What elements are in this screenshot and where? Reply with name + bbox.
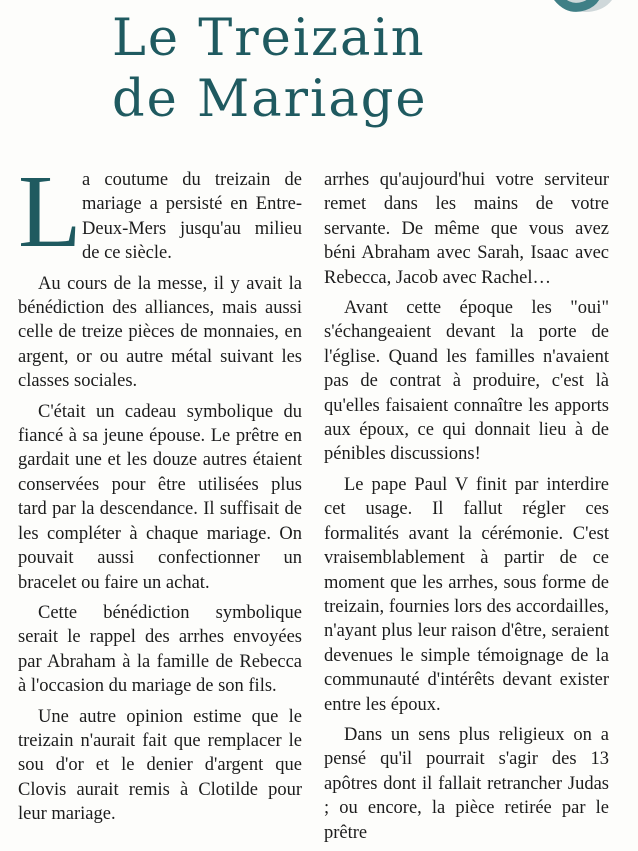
- paragraph: Avant cette époque les "oui" s'échangeaient devant la porte de l'église. Quand les familles n'avaient pas de contrat à produire, c'est là qu'elles faisaient connaître les apports aux époux, ce qui donnait lieu à de pénibles discussions!: [324, 298, 609, 465]
- title-line-2: de Mariage: [112, 70, 428, 129]
- paragraph: Au cours de la messe, il y avait la bénédiction des alliances, mais aussi celle de treize pièces de monnaies, en argent, or ou autre métal suivant les classes sociales.: [18, 273, 302, 392]
- paragraph: Le pape Paul V finit par interdire cet usage. Il fallut régler ces formalités avant la cérémonie. C'est vraisemblablement à partir de ce moment que les arrhes, sous forme de treizain, fournies lors des accordailles, n'ayant plus leur raison d'être, seraient devenues le simple témoignage de la communauté d'intérêts devant exister entre les époux.: [324, 474, 609, 715]
- title-line-1: Le Treizain: [112, 9, 426, 68]
- drop-cap: L: [18, 154, 82, 269]
- article-title: [112, 8, 532, 130]
- paragraph: Cette bénédiction symbolique serait le rappel des arrhes envoyées par Abraham à la famille de Rebecca à l'occasion du mariage de son fils.: [18, 602, 302, 697]
- paragraph-continuation: arrhes qu'aujourd'hui votre serviteur remet dans les mains de votre servante. De même que vous avez béni Abraham avec Sarah, Isaac avec Rebecca, Jacob avec Rachel…: [324, 170, 609, 288]
- paragraph-intro: [18, 154, 302, 269]
- paragraph: Une autre opinion estime que le treizain n'aurait fait que remplacer le sou d'or et le denier d'argent que Clovis aurait remis à Clotilde pour leur mariage.: [18, 706, 302, 825]
- paragraph: C'était un cadeau symbolique du fiancé à sa jeune épouse. Le prêtre en gardait une et les douze autres étaient conservées pour être utilisées plus tard par la descendance. Il suffisait de les compléter à chaque mariage. On pouvait aussi confectionner un bracelet ou faire un achat.: [18, 401, 302, 593]
- paragraph: Dans un sens plus religieux on a pensé qu'il pourrait s'agir des 13 apôtres dont il fallait retrancher Judas ; ou encore, la pièce retirée par le prêtre: [324, 724, 609, 843]
- corner-ornament-icon: [540, 0, 612, 16]
- left-column: [18, 154, 302, 833]
- paragraph-intro-text: a coutume du treizain de mariage a persisté en Entre-Deux-Mers jusqu'au milieu de ce siècle.: [82, 170, 302, 264]
- right-column: [324, 168, 609, 851]
